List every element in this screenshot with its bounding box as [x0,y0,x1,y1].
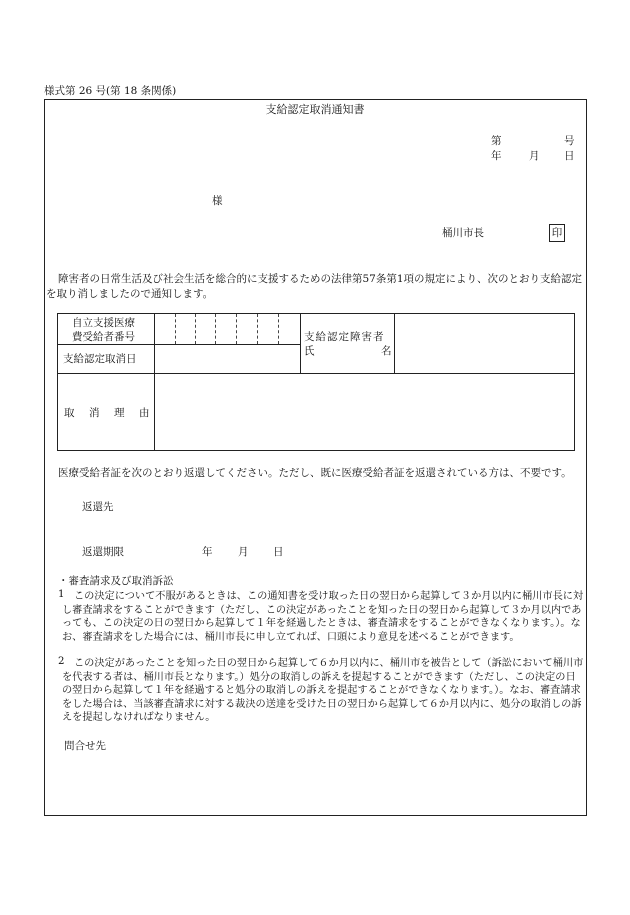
return-deadline-month: 月 [238,546,249,558]
intro-paragraph: 障害者の日常生活及び社会生活を総合的に支援するための法律第57条第1項の規定により、次のとおり支給認定を取り消しましたので通知します。 [46,273,583,300]
reason-label: 取 消 理 由 [64,407,152,419]
person-label-line2: 氏 [304,345,315,357]
number-label-line2: 費受給者番号 [72,331,135,343]
person-label-line1: 支給認定障害者 [304,331,385,343]
number-label-line1: 自立支援医療 [72,317,135,329]
return-note: 医療受給者証を次のとおり返還してください。ただし、既に医療受給者証を返還されている方は、不要です。 [58,467,572,479]
info-table [57,313,575,451]
appeal-heading: ・審査請求及び取消訴訟 [58,575,174,587]
date-year: 年 [491,150,502,162]
form-label: 様式第 26 号(第 18 条関係) [44,85,177,97]
return-deadline-year: 年 [202,546,213,558]
person-label-line3: 名 [381,345,392,357]
appeal-item-2: この決定があったことを知った日の翌日から起算して６か月以内に、桶川市を被告として（訴訟において桶川市を代表する者は、桶川市長となります。）処分の取消しの訴えを提起することができます（ただし、この決定の日の翌日から起算して１年を経過すると処分の取消しの訴えを提起することができなくなります。）。なお、審査請求をした場合は、当該審査請求に対する裁決の送達を受けた日の翌日から起算して６か月以内に、処分の取消しの訴えを提起しなければなりません。 [62,658,584,724]
recipient-suffix: 様 [212,195,223,207]
cancel-date-label: 支給認定取消日 [63,353,137,365]
document-title: 支給認定取消通知書 [265,103,365,116]
seal-stamp: 印 [549,224,565,242]
issuer-name: 桶川市長 [442,227,484,239]
inquiry-label: 問合せ先 [64,740,106,752]
appeal-item-1: この決定について不服があるときは、この通知書を受け取った日の翌日から起算して３か月以内に桶川市長に対し審査請求をすることができます（ただし、この決定があったことを知った日の翌日から起算して３か月以内であっても、この決定の日の翌日から起算して１年を経過したときは、審査請求をすることができなくなります。）。なお、審査請求をした場合には、桶川市長に申し立てれば、口頭により意見を述べることができます。 [62,591,584,643]
date-month: 月 [529,150,540,162]
number-go: 号 [564,135,575,147]
return-deadline-day: 日 [273,546,284,558]
number-dai: 第 [491,135,502,147]
return-deadline-label: 返還期限 [82,546,124,558]
date-day: 日 [564,150,575,162]
appeal-item-2-num: 2 [58,656,65,667]
return-destination-label: 返還先 [82,501,114,513]
appeal-item-1-num: 1 [58,589,65,600]
